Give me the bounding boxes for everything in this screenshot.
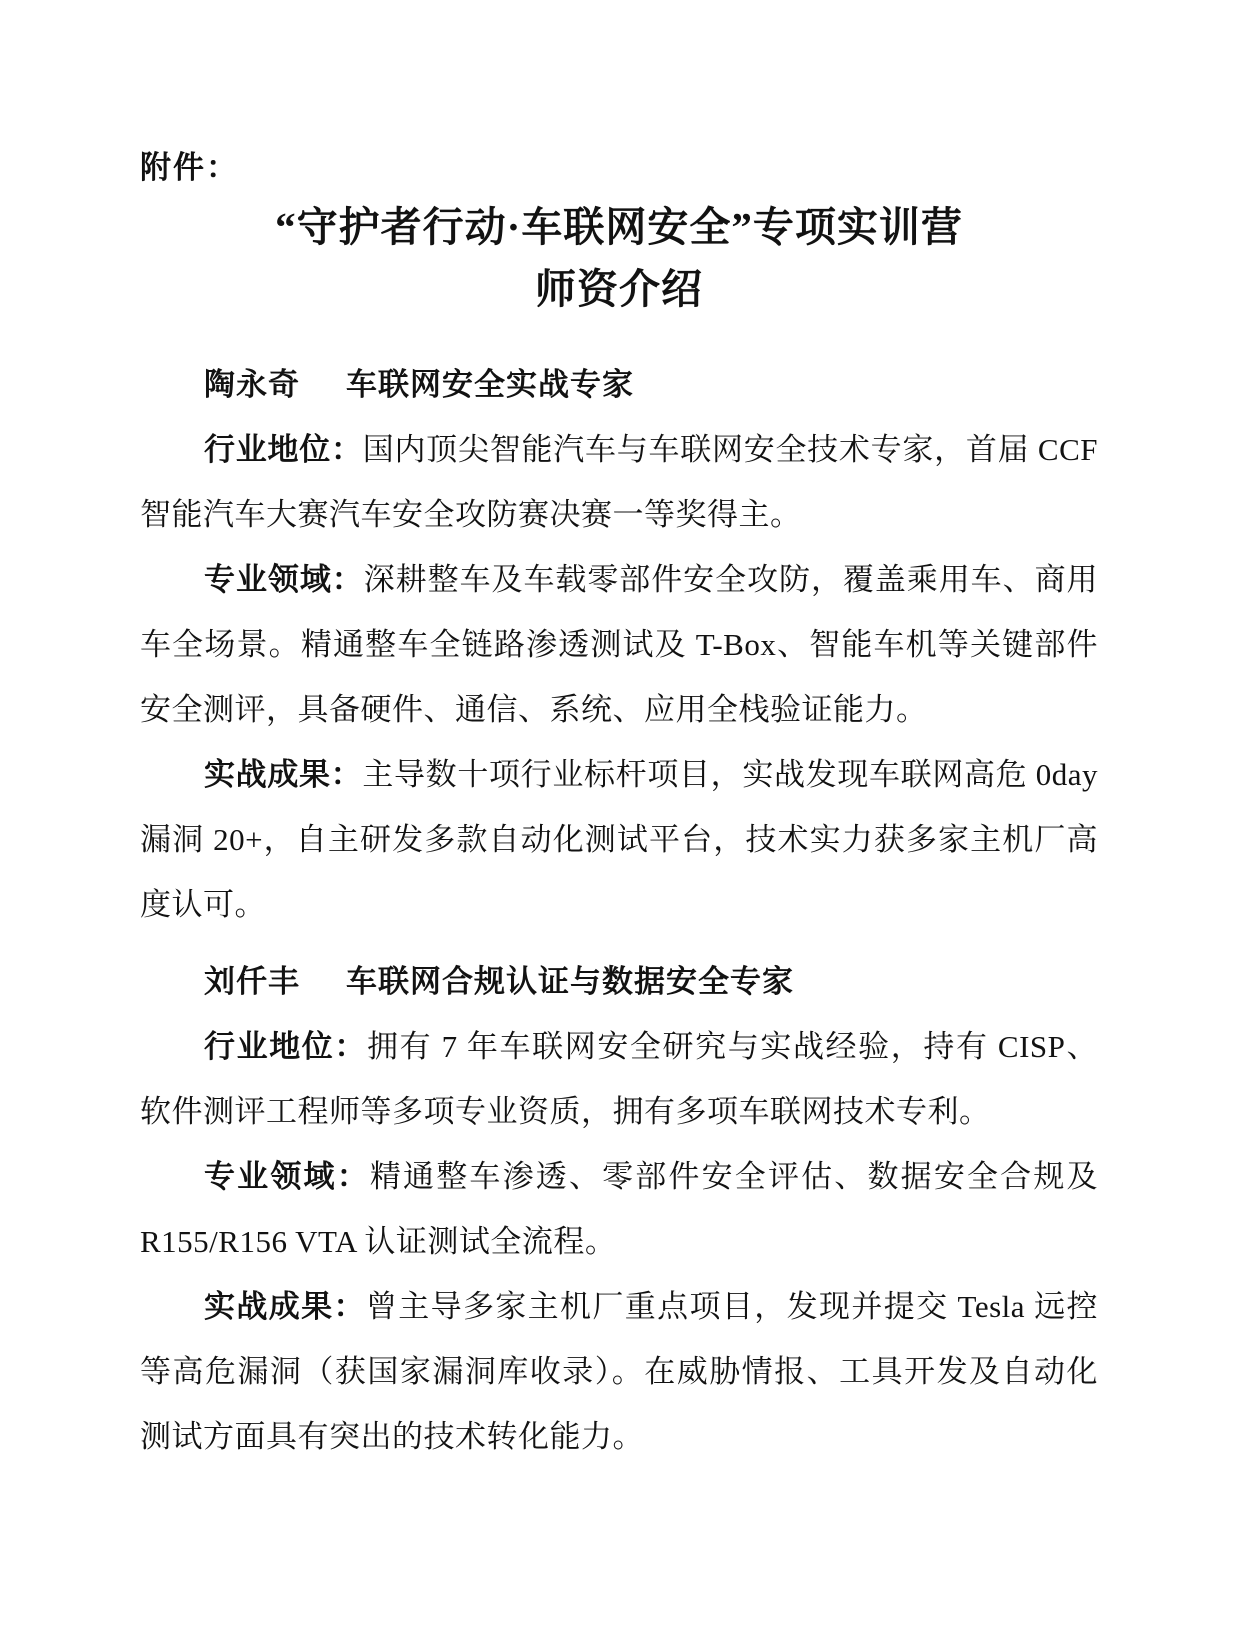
instructor-section-liu [140, 949, 1098, 1469]
instructor-name: 陶永奇 [204, 367, 300, 402]
instructor-section-tao [140, 352, 1098, 937]
paragraph-text: 曾主导多家主机厂重点项目，发现并提交 Tesla 远控等高危漏洞（获国家漏洞库收录）。在威胁情报、工具开发及自动化测试方面具有突出的技术转化能力。 [140, 1289, 1099, 1454]
paragraph-label: 专业领域： [204, 562, 364, 597]
paragraph-industry-status [140, 1014, 1098, 1144]
paragraph-text: 国内顶尖智能汽车与车联网安全技术专家，首届 CCF 智能汽车大赛汽车安全攻防赛决赛一等奖得主。 [140, 432, 1098, 532]
paragraph-industry-status [140, 417, 1098, 547]
paragraph-text: 主导数十项行业标杆项目，实战发现车联网高危 0day 漏洞 20+，自主研发多款自动化测试平台，技术实力获多家主机厂高度认可。 [140, 757, 1099, 922]
paragraph-expertise [140, 547, 1098, 742]
paragraph-label: 实战成果： [204, 757, 363, 792]
instructor-role: 车联网合规认证与数据安全专家 [346, 964, 794, 999]
paragraph-achievements [140, 742, 1098, 937]
paragraph-label: 行业地位： [204, 432, 363, 467]
instructor-role: 车联网安全实战专家 [346, 367, 634, 402]
attachment-label: 附件： [140, 150, 239, 185]
paragraph-label: 实战成果： [204, 1289, 366, 1324]
instructor-name: 刘仟丰 [204, 964, 300, 999]
paragraph-text: 深耕整车及车载零部件安全攻防，覆盖乘用车、商用车全场景。精通整车全链路渗透测试及 T-Box、智能车机等关键部件安全测评，具备硬件、通信、系统、应用全栈验证能力。 [140, 562, 1099, 727]
instructor-heading [140, 949, 1098, 1014]
paragraph-expertise [140, 1144, 1098, 1274]
paragraph-text: 拥有 7 年车联网安全研究与实战经验，持有 CISP、软件测评工程师等多项专业资质，拥有多项车联网技术专利。 [140, 1029, 1098, 1129]
title-block [140, 196, 1098, 320]
paragraph-text: 精通整车渗透、零部件安全评估、数据安全合规及 R155/R156 VTA 认证测试全流程。 [140, 1159, 1099, 1259]
paragraph-achievements [140, 1274, 1098, 1469]
paragraph-label: 行业地位： [204, 1029, 368, 1064]
instructor-heading [140, 352, 1098, 417]
paragraph-label: 专业领域： [204, 1159, 370, 1194]
document-title-line-2: 师资介绍 [535, 266, 703, 312]
document-title-line-1: “守护者行动·车联网安全”专项实训营 [275, 204, 963, 250]
